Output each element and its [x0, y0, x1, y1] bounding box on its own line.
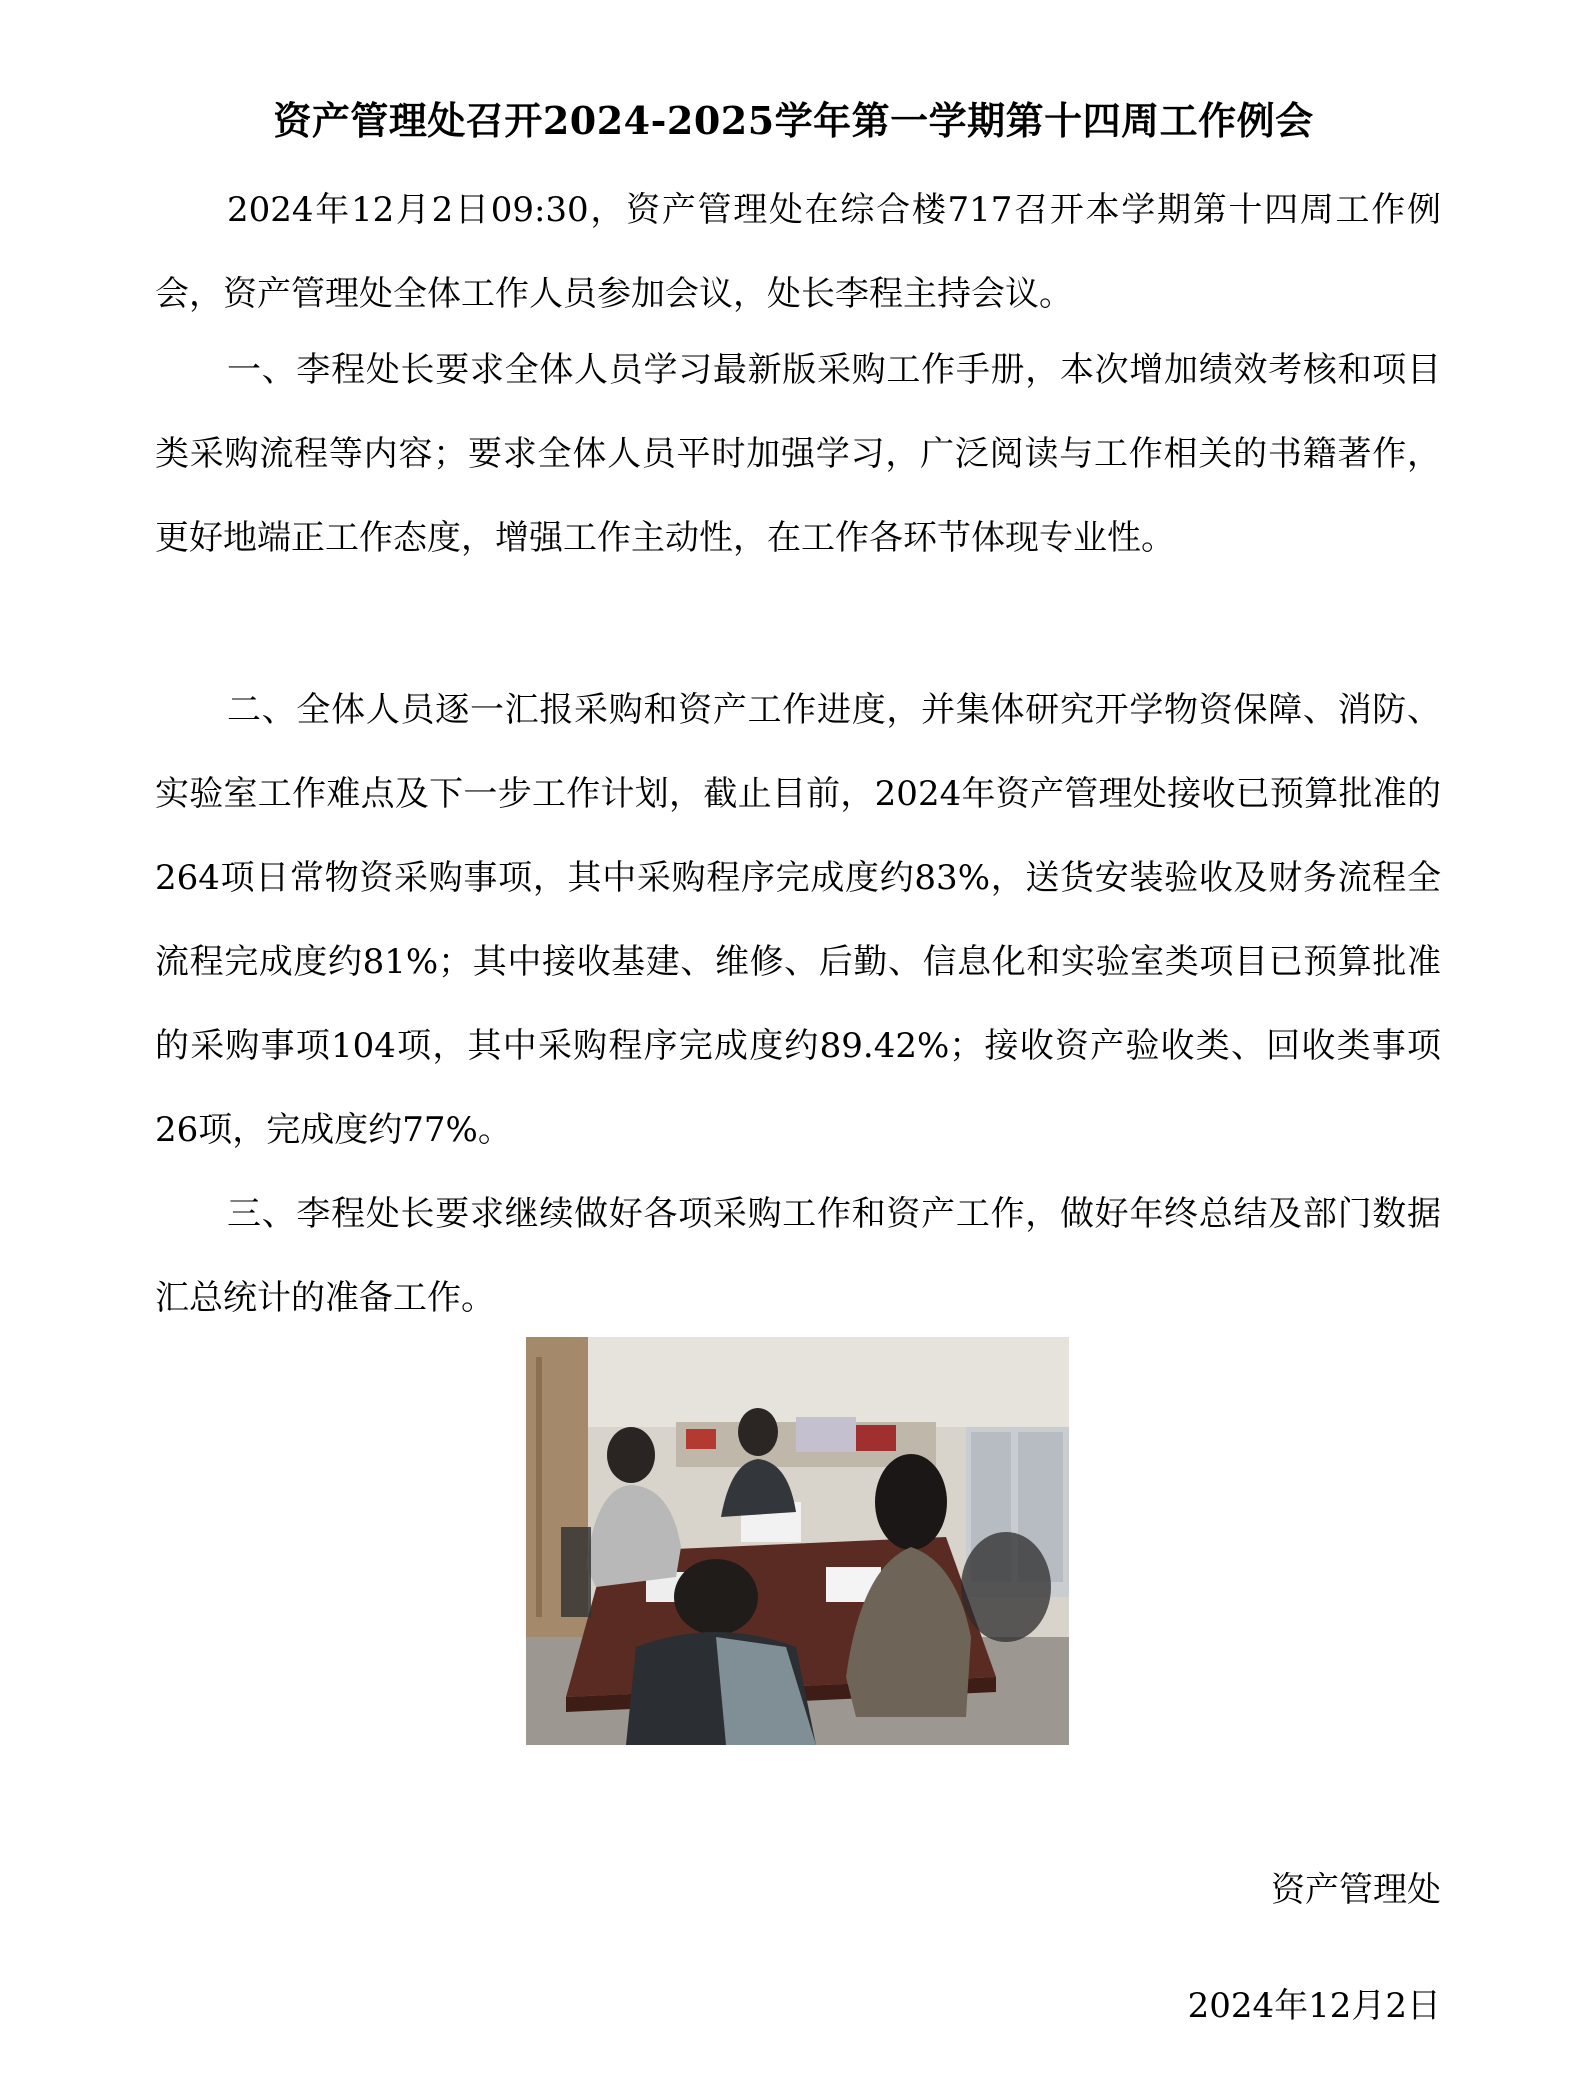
- signature-organization: 资产管理处: [1271, 1870, 1441, 1910]
- paragraph-intro: 2024年12月2日09:30，资产管理处在综合楼717召开本学期第十四周工作例会，资产管理处全体工作人员参加会议，处长李程主持会议。: [155, 190, 1441, 314]
- paragraph-item-one: 一、李程处长要求全体人员学习最新版采购工作手册，本次增加绩效考核和项目类采购流程等内容；要求全体人员平时加强学习，广泛阅读与工作相关的书籍著作，更好地端正工作态度，增强工作主动性，在工作各环节体现专业性。: [155, 350, 1441, 558]
- document-title: 资产管理处召开2024-2025学年第一学期第十四周工作例会: [273, 98, 1314, 143]
- paragraph-item-three: 三、李程处长要求继续做好各项采购工作和资产工作，做好年终总结及部门数据汇总统计的准备工作。: [155, 1194, 1441, 1318]
- paragraph-item-two: 二、全体人员逐一汇报采购和资产工作进度，并集体研究开学物资保障、消防、实验室工作难点及下一步工作计划，截止目前，2024年资产管理处接收已预算批准的264项日常物资采购事项，其中采购程序完成度约83%，送货安装验收及财务流程全流程完成度约81%；其中接收基建、维修、后勤、信息化和实验室类项目已预算批准的采购事项104项，其中采购程序完成度约89.42%；接收资产验收类、回收类事项26项，完成度约77%。: [155, 690, 1441, 1150]
- meeting-photo: [526, 1337, 1069, 1745]
- signature-date: 2024年12月2日: [1187, 1986, 1441, 2026]
